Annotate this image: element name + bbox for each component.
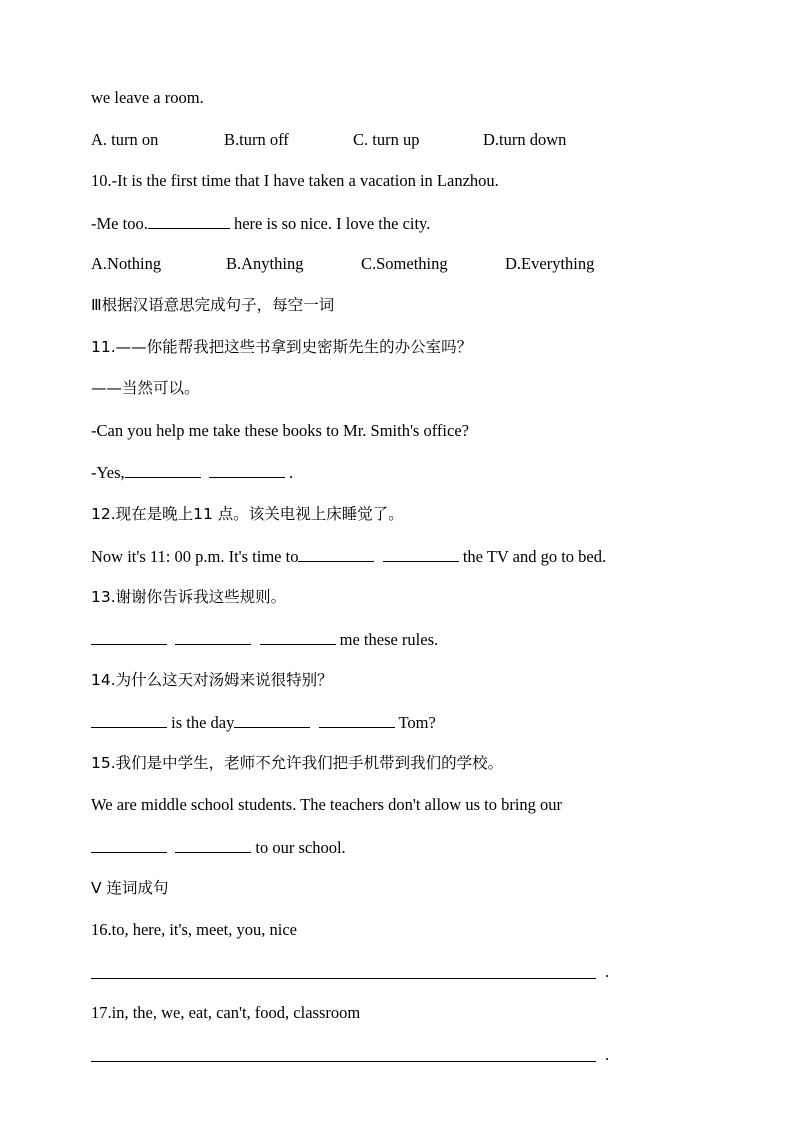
- q10-option-c[interactable]: C.Something: [361, 254, 448, 273]
- q11-chinese-1: 11.——你能帮我把这些书拿到史密斯先生的办公室吗？: [91, 338, 473, 356]
- section-5-heading: [91, 878, 169, 898]
- q11-answer: [91, 462, 293, 483]
- q15-post: to our school.: [251, 838, 346, 857]
- q15-blank-2[interactable]: [175, 837, 251, 853]
- q14-mid: is the day: [167, 713, 235, 732]
- q10-option-d[interactable]: D.Everything: [505, 254, 595, 273]
- q11-blank-2[interactable]: [209, 462, 285, 478]
- q9-options: [91, 130, 651, 150]
- q12-post: the TV and go to bed.: [458, 547, 607, 566]
- q17-words: 17.in, the, we, eat, can't, food, classroom: [91, 1003, 361, 1022]
- q13-blank-3[interactable]: [260, 629, 336, 645]
- q16-period: .: [605, 962, 610, 981]
- q13-chinese: 13.谢谢你告诉我这些规则。: [91, 588, 287, 606]
- q10-reply-pre: -Me too.: [91, 214, 148, 233]
- q11-answer-pre: -Yes,: [91, 463, 125, 482]
- q9-option-c[interactable]: C. turn up: [353, 130, 420, 149]
- section-3-heading: Ⅲ根据汉语意思完成句子，每空一词: [91, 296, 335, 314]
- q10-option-b[interactable]: B.Anything: [226, 254, 304, 273]
- q11-answer-post: .: [284, 463, 294, 482]
- q10-blank[interactable]: [148, 213, 230, 229]
- q13-blank-2[interactable]: [175, 629, 251, 645]
- q11-blank-1[interactable]: [125, 462, 201, 478]
- q12-chinese: 12.现在是晚上11 点。该关电视上床睡觉了。: [91, 505, 404, 523]
- q14-chinese: 14.为什么这天对汤姆来说很特别？: [91, 671, 333, 689]
- q10-options: [91, 254, 651, 274]
- q14-post: Tom?: [394, 713, 436, 732]
- q12-pre: Now it's 11: 00 p.m. It's time to: [91, 547, 299, 566]
- q17-period: .: [605, 1045, 610, 1064]
- q14-blank-2[interactable]: [234, 712, 310, 728]
- q12-blank-2[interactable]: [383, 546, 459, 562]
- section-5-text: V 连词成句: [91, 879, 169, 897]
- q13-blank-1[interactable]: [91, 629, 167, 645]
- q16-words: 16.to, here, it's, meet, you, nice: [91, 920, 297, 939]
- q10-stem: 10.-It is the first time that I have taken a vacation in Lanzhou.: [91, 171, 499, 190]
- q9-option-b[interactable]: B.turn off: [224, 130, 289, 149]
- q11-chinese-2: ——当然可以。: [91, 379, 200, 397]
- q9-stem-end: we leave a room.: [91, 88, 204, 107]
- q10-option-a[interactable]: A.Nothing: [91, 254, 162, 273]
- q13-post: me these rules.: [335, 630, 439, 649]
- q15-english: We are middle school students. The teachers don't allow us to bring our: [91, 795, 563, 814]
- q10-reply: [91, 213, 430, 234]
- q11-english: -Can you help me take these books to Mr. Smith's office?: [91, 421, 469, 440]
- q13-english: [91, 629, 438, 650]
- q14-blank-1[interactable]: [91, 712, 167, 728]
- q14-blank-3[interactable]: [319, 712, 395, 728]
- q12-english: [91, 546, 606, 567]
- q15-chinese: 15.我们是中学生，老师不允许我们把手机带到我们的学校。: [91, 754, 504, 772]
- q17-answer-line[interactable]: [91, 1061, 596, 1062]
- q9-option-d[interactable]: D.turn down: [483, 130, 567, 149]
- q9-option-a[interactable]: A. turn on: [91, 130, 159, 149]
- q15-answer: [91, 837, 346, 858]
- q12-blank-1[interactable]: [298, 546, 374, 562]
- q10-reply-post: here is so nice. I love the city.: [229, 214, 431, 233]
- q16-answer-line[interactable]: [91, 978, 596, 979]
- q14-english: [91, 712, 436, 733]
- q15-blank-1[interactable]: [91, 837, 167, 853]
